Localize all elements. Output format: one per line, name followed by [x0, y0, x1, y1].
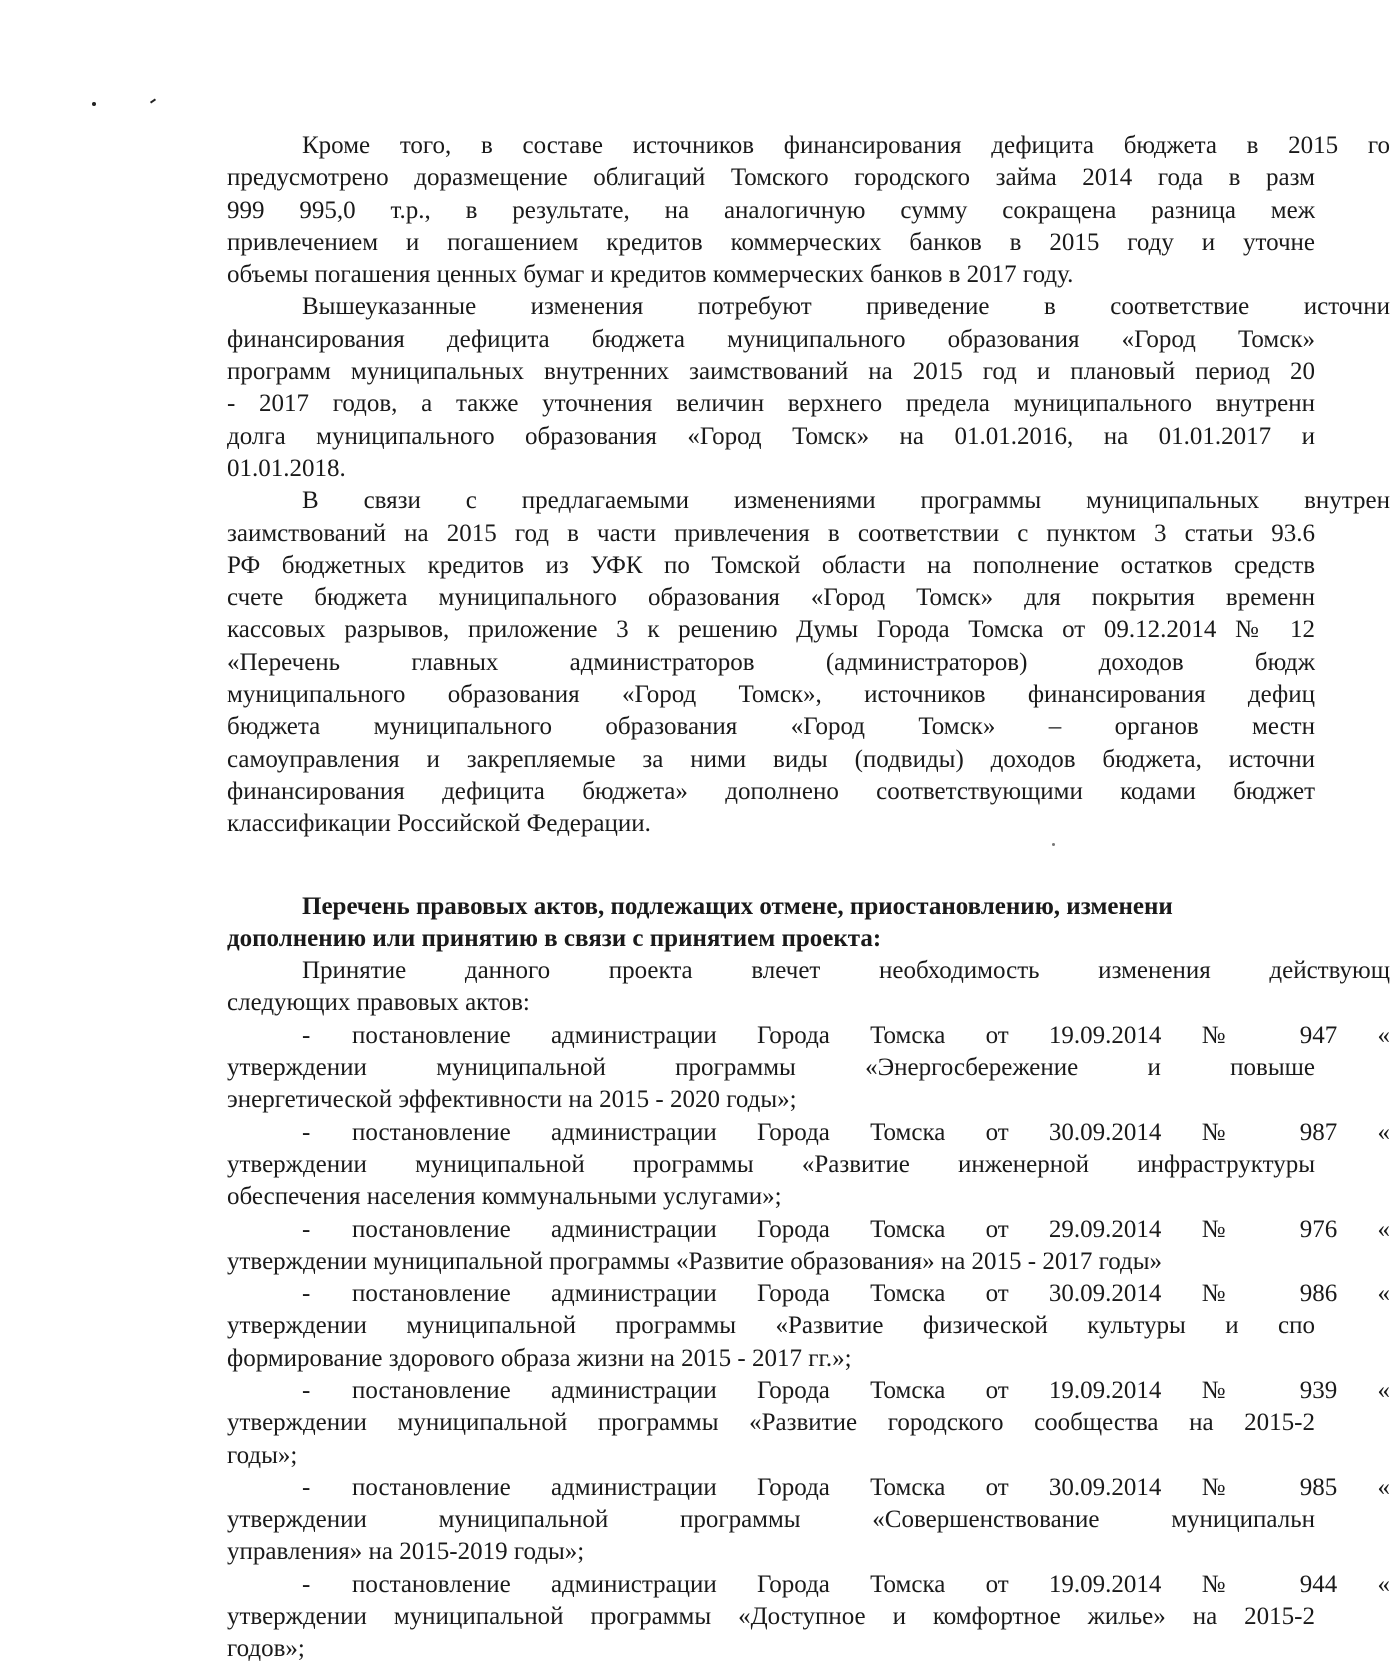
list-item	[227, 1214, 1390, 1279]
heading-line: Перечень правовых актов, подлежащих отмене, приостановлению, изменени	[302, 892, 1173, 920]
list-item-text: постановление администрации Города Томска от 30.09.2014 № 987 «	[352, 1118, 1390, 1146]
text-line: Вышеуказанные изменения потребуют приведение в соответствие источни	[302, 293, 1390, 321]
text-line: годов»;	[227, 1635, 305, 1663]
text-line: финансирования дефицита бюджета» дополнено соответствующими кодами бюджет	[227, 777, 1315, 805]
text-line: 999 995,0 т.р., в результате, на аналогичную сумму сокращена разница меж	[227, 196, 1315, 224]
paragraph-borrowings	[227, 485, 1390, 840]
text-line: предусмотрено доразмещение облигаций Томского городского займа 2014 года в разм	[227, 164, 1315, 192]
text-line: бюджета муниципального образования «Город Томск» – органов местн	[227, 713, 1315, 741]
document-body	[227, 130, 1390, 1666]
text-line: энергетической эффективности на 2015 - 2020 годы»;	[227, 1086, 797, 1114]
text-line: кассовых разрывов, приложение 3 к решению Думы Города Томска от 09.12.2014 № 12	[227, 616, 1315, 644]
text-line: утверждении муниципальной программы «Развитие инженерной инфраструктуры	[227, 1150, 1315, 1178]
text-line: программ муниципальных внутренних заимствований на 2015 год и плановый период 20	[227, 358, 1315, 386]
list-item-first-line	[227, 1117, 1390, 1149]
text-line: самоуправления и закрепляемые за ними виды (подвиды) доходов бюджета, источни	[227, 745, 1315, 773]
heading-line: дополнению или принятию в связи с принятием проекта:	[227, 924, 882, 952]
paragraph-intro	[227, 955, 1390, 1020]
section-spacer	[227, 841, 1275, 891]
text-line: долга муниципального образования «Город Томск» на 01.01.2016, на 01.01.2017 и	[227, 422, 1315, 450]
text-line: обеспечения населения коммунальными услугами»;	[227, 1183, 782, 1211]
list-item	[227, 1117, 1390, 1214]
scan-dot	[92, 102, 96, 106]
text-line: заимствований на 2015 год в части привлечения в соответствии с пунктом 3 статьи 93.6	[227, 519, 1315, 547]
list-item-first-line	[227, 1472, 1390, 1504]
text-line: финансирования дефицита бюджета муниципального образования «Город Томск»	[227, 325, 1315, 353]
list-item	[227, 1569, 1390, 1666]
text-line: утверждении муниципальной программы «Доступное и комфортное жилье» на 2015-2	[227, 1603, 1315, 1631]
text-line: утверждении муниципальной программы «Развитие городского сообщества на 2015-2	[227, 1409, 1315, 1437]
text-line: годы»;	[227, 1441, 298, 1469]
text-line: муниципального образования «Город Томск», источников финансирования дефиц	[227, 681, 1315, 709]
scan-mark	[150, 98, 156, 103]
list-dash: -	[302, 1215, 311, 1243]
text-line: следующих правовых актов:	[227, 989, 530, 1017]
text-line: привлечением и погашением кредитов коммерческих банков в 2015 году и уточне	[227, 228, 1315, 256]
list-item	[227, 1375, 1390, 1472]
text-line: Кроме того, в составе источников финансирования дефицита бюджета в 2015 го	[302, 132, 1390, 159]
text-line: утверждении муниципальной программы «Развитие физической культуры и спо	[227, 1312, 1315, 1340]
text-line: утверждении муниципальной программы «Развитие образования» на 2015 - 2017 годы»	[227, 1247, 1163, 1275]
list-item-first-line	[227, 1278, 1390, 1310]
list-dash: -	[302, 1118, 311, 1146]
list-item-text: постановление администрации Города Томска от 30.09.2014 № 986 «	[352, 1280, 1390, 1308]
list-item-text: постановление администрации Города Томска от 19.09.2014 № 939 «	[352, 1376, 1390, 1404]
section-heading	[227, 891, 1275, 956]
list-dash: -	[302, 1376, 311, 1404]
text-line: РФ бюджетных кредитов из УФК по Томской области на пополнение остатков средств	[227, 551, 1315, 579]
text-line: утверждении муниципальной программы «Совершенствование муниципальн	[227, 1506, 1315, 1534]
list-item-text: постановление администрации Города Томска от 19.09.2014 № 944 «	[352, 1570, 1390, 1598]
list-item-text: постановление администрации Города Томска от 30.09.2014 № 985 «	[352, 1473, 1390, 1501]
text-line: В связи с предлагаемыми изменениями программы муниципальных внутрен	[302, 487, 1390, 515]
list-dash: -	[302, 1473, 311, 1501]
list-item-text: постановление администрации Города Томска от 19.09.2014 № 947 «	[352, 1021, 1390, 1049]
list-item-first-line	[227, 1214, 1390, 1246]
text-line: управления» на 2015-2019 годы»;	[227, 1538, 585, 1566]
list-item-first-line	[227, 1375, 1390, 1407]
text-line: объемы погашения ценных бумаг и кредитов коммерческих банков в 2017 году.	[227, 261, 1074, 289]
text-line: Принятие данного проекта влечет необходимость изменения действующ	[302, 957, 1390, 985]
text-line: счете бюджета муниципального образования «Город Томск» для покрытия временн	[227, 584, 1315, 612]
list-item	[227, 1472, 1390, 1569]
list-item	[227, 1020, 1390, 1117]
list-dash: -	[302, 1570, 311, 1598]
list-dash: -	[302, 1021, 311, 1049]
text-line: - 2017 годов, а также уточнения величин верхнего предела муниципального внутренн	[227, 390, 1315, 418]
list-item-first-line	[227, 1569, 1390, 1601]
text-line: «Перечень главных администраторов (администраторов) доходов бюдж	[227, 648, 1315, 676]
list-item-text: постановление администрации Города Томска от 29.09.2014 № 976 «	[352, 1215, 1390, 1243]
text-line: классификации Российской Федерации.	[227, 810, 651, 838]
text-line: утверждении муниципальной программы «Энергосбережение и повыше	[227, 1054, 1315, 1082]
list-item	[227, 1278, 1390, 1375]
list-dash: -	[302, 1280, 311, 1308]
text-line: 01.01.2018.	[227, 454, 346, 482]
paragraph-sources	[227, 130, 1390, 291]
text-line: формирование здорового образа жизни на 2015 - 2017 гг.»;	[227, 1344, 852, 1372]
paragraph-changes	[227, 291, 1390, 485]
list-item-first-line	[227, 1020, 1390, 1052]
